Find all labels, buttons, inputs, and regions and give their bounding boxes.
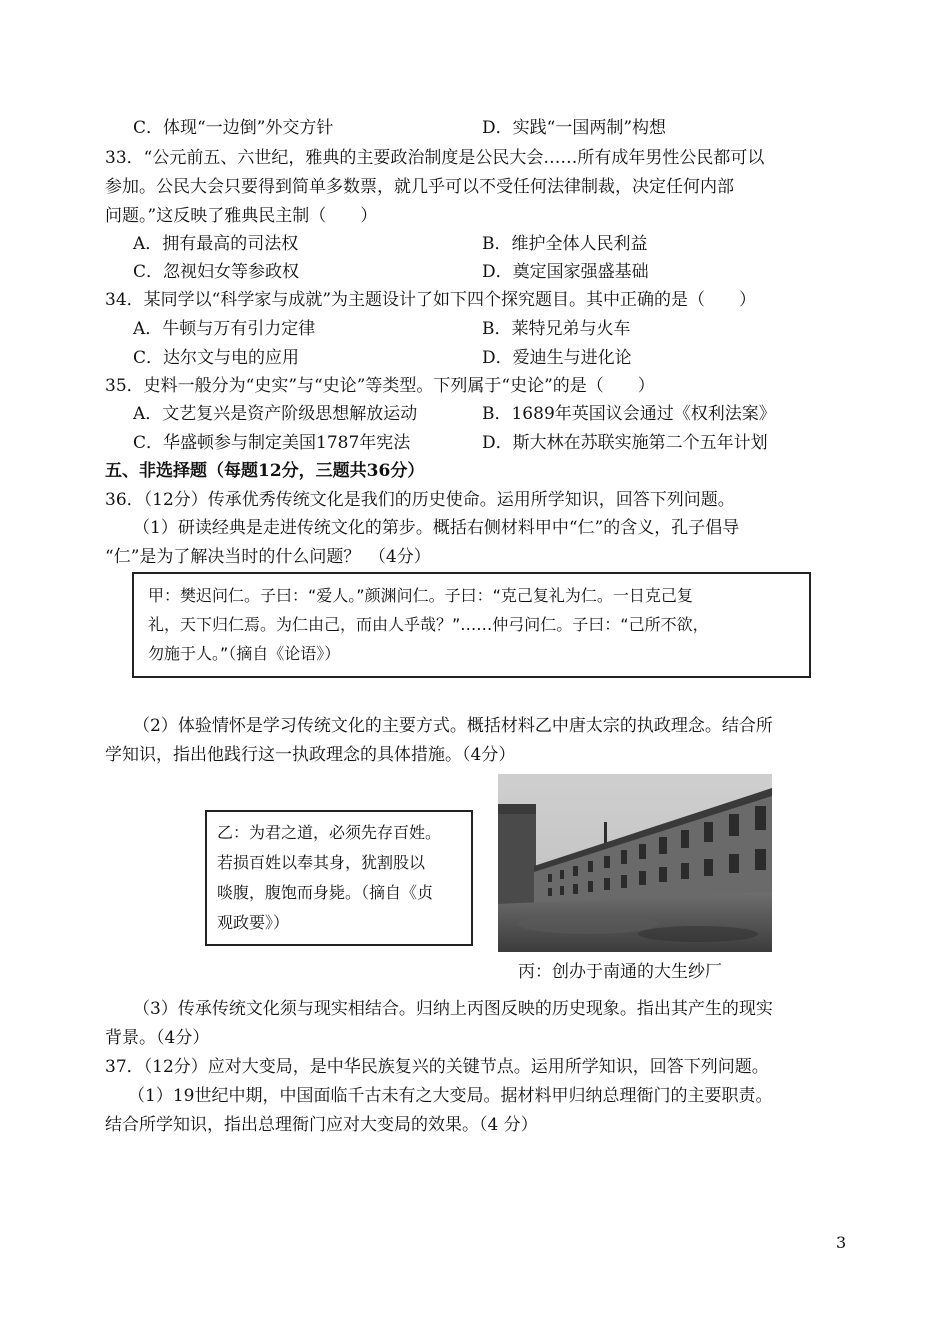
q36-part3-line1: （3）传承传统文化须与现实相结合。归纳上丙图反映的历史现象。指出其产生的现实 — [133, 999, 773, 1019]
material-yi-line: 啖腹，腹饱而身毙。（摘自《贞 — [217, 883, 434, 902]
material-yi-line: 乙：为君之道，必须先存百姓。 — [217, 823, 442, 842]
q33-stem-line1: 33．“公元前五、六世纪，雅典的主要政治制度是公民大会……所有成年男性公民都可以 — [105, 148, 765, 168]
dasheng-mill-photo — [498, 774, 772, 952]
q33-option-b: B．维护全体人民利益 — [482, 234, 648, 254]
section-five-heading: 五、非选择题（每题12分，三题共36分） — [105, 461, 425, 481]
q37-stem: 37．（12分）应对大变局，是中华民族复兴的关键节点。运用所学知识，回答下列问题。 — [105, 1057, 769, 1077]
q36-part2-line1: （2）体验情怀是学习传统文化的主要方式。概括材料乙中唐太宗的执政理念。结合所 — [133, 716, 773, 736]
material-jia-line: 勿施于人。”（摘自《论语》） — [148, 644, 341, 663]
q33-option-d: D．奠定国家强盛基础 — [482, 262, 649, 282]
q35-option-d: D．斯大林在苏联实施第二个五年计划 — [482, 433, 768, 453]
material-yi-line: 观政要》） — [217, 913, 290, 932]
q33-option-c: C．忽视妇女等参政权 — [133, 262, 300, 282]
q34-option-c: C．达尔文与电的应用 — [133, 348, 300, 368]
material-yi-box — [205, 810, 473, 946]
q36-stem: 36．（12分）传承优秀传统文化是我们的历史使命。运用所学知识，回答下列问题。 — [105, 490, 735, 510]
material-jia-line: 甲：樊迟问仁。子曰：“爱人。”颜渊问仁。子曰：“克己复礼为仁。一日克己复 — [148, 586, 693, 605]
q35-option-c: C．华盛顿参与制定美国1787年宪法 — [133, 433, 411, 453]
photo-caption: 丙：创办于南通的大生纱厂 — [518, 962, 722, 982]
q36-part1-line1: （1）研读经典是走进传统文化的第步。概括右侧材料甲中“仁”的含义，孔子倡导 — [133, 518, 740, 538]
q35-stem: 35．史料一般分为“史实”与“史论”等类型。下列属于“史论”的是（ ） — [105, 376, 655, 396]
q36-part1-line2: “仁”是为了解决当时的什么问题？ （4分） — [105, 547, 431, 567]
q37-part1-line1: （1）19世纪中期，中国面临千古未有之大变局。据材料甲归纳总理衙门的主要职责。 — [128, 1086, 773, 1106]
q34-stem: 34．某同学以“科学家与成就”为主题设计了如下四个探究题目。其中正确的是（ ） — [105, 290, 757, 310]
q33-stem-line2: 参加。公民大会只要得到简单多数票，就几乎可以不受任何法律制裁，决定任何内部 — [105, 177, 734, 197]
q36-part2-line2: 学知识，指出他践行这一执政理念的具体措施。（4分） — [105, 745, 516, 765]
q36-part3-line2: 背景。（4分） — [105, 1028, 210, 1048]
q32-option-d: D．实践“一国两制”构想 — [482, 118, 667, 138]
material-jia-box — [132, 572, 811, 678]
q34-option-a: A．牛顿与万有引力定律 — [133, 319, 316, 339]
q33-option-a: A．拥有最高的司法权 — [133, 234, 299, 254]
q34-option-b: B．莱特兄弟与火车 — [482, 319, 631, 339]
page-number: 3 — [836, 1233, 847, 1252]
q35-option-b: B．1689年英国议会通过《权利法案》 — [482, 404, 776, 424]
material-jia-line: 礼，天下归仁焉。为仁由己，而由人乎哉？”……仲弓问仁。子曰：“己所不欲， — [148, 615, 709, 634]
q33-stem-line3: 问题。”这反映了雅典民主制（ ） — [105, 206, 378, 226]
q35-option-a: A．文艺复兴是资产阶级思想解放运动 — [133, 404, 418, 424]
q37-part1-line2: 结合所学知识，指出总理衙门应对大变局的效果。（4 分） — [105, 1115, 538, 1135]
material-yi-line: 若损百姓以奉其身，犹割股以 — [217, 853, 426, 872]
q34-option-d: D．爱迪生与进化论 — [482, 348, 632, 368]
q32-option-c: C．体现“一边倒”外交方针 — [133, 118, 334, 138]
